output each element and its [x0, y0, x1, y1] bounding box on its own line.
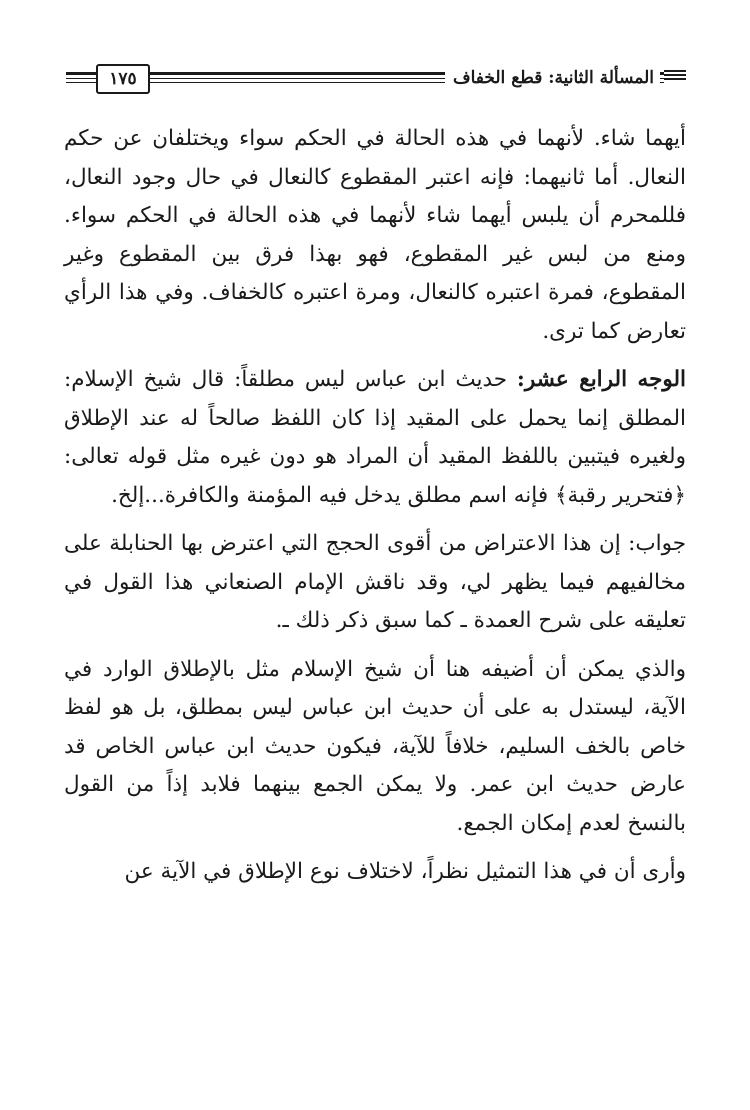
paragraph — [64, 525, 686, 641]
paragraph-text: جواب: إن هذا الاعتراض من أقوى الحجج التي اعترض بها الحنابلة على مخالفيهم فيما يظهر لي، وقد ناقش الإمام الصنعاني هذا القول في تعليقه على شرح العمدة ـ كما سبق ذكر ذلك ـ. — [64, 531, 686, 633]
paragraph-text: وأرى أن في هذا التمثيل نظراً، لاختلاف نوع الإطلاق في الآية عن — [124, 859, 686, 884]
paragraph — [64, 361, 686, 515]
section-heading: الوجه الرابع عشر: — [516, 367, 687, 392]
chapter-title: المسألة الثانية: قطع الخفاف — [445, 64, 660, 92]
paragraph — [64, 651, 686, 844]
paragraph-text: والذي يمكن أن أضيفه هنا أن شيخ الإسلام مثل بالإطلاق الوارد في الآية، ليستدل به على أن حديث ابن عباس ليس بمطلق، بل هو لفظ خاص بالخف السليم، خلافاً للآية، فيكون حديث ابن عباس الخاص قد عارض حديث ابن عمر. ولا يمكن الجمع بينهما فلابد إذاً من القول بالنسخ لعدم إمكان الجمع. — [64, 656, 686, 836]
page-number: ١٧٥ — [96, 64, 150, 94]
header-ornament-icon — [664, 70, 686, 84]
paragraph-text: أيهما شاء. لأنهما في هذه الحالة في الحكم سواء ويختلفان عن حكم النعال. أما ثانيهما: فإنه اعتبر المقطوع كالنعال في حال وجود النعال، فللمحرم أن يلبس أيهما شاء لأنهما في هذه الحالة في الحكم سواء. ومنع من لبس غير المقطوع، فهو بهذا فرق بين المقطوع وغير المقطوع، فمرة اعتبره كالنعال، ومرة اعتبره كالخفاف. وفي هذا الرأي تعارض كما ترى. — [64, 126, 686, 344]
running-header — [66, 58, 686, 98]
body-text — [64, 120, 686, 892]
paragraph — [64, 120, 686, 351]
paragraph-text: حديث ابن عباس ليس مطلقاً: قال شيخ الإسلام: المطلق إنما يحمل على المقيد إذا كان اللفظ صالحاً له عند الإطلاق ولغيره فيتبين باللفظ المقيد أن المراد هو دون غيره مثل قوله تعالى:﴿فتحرير رقبة﴾ فإنه اسم مطلق يدخل فيه المؤمنة والكافرة...إلخ. — [64, 367, 686, 508]
paragraph — [64, 853, 686, 892]
